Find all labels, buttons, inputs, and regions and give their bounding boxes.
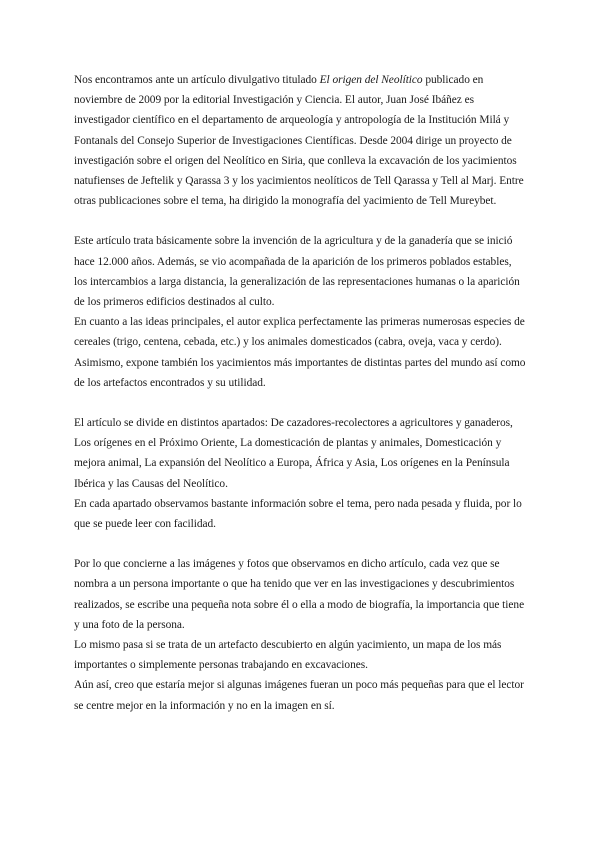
- paragraph-images: Por lo que concierne a las imágenes y fotos que observamos en dicho artículo, cada vez que se nombra a un persona importante o que ha tenido que ver en las investigaciones y descubrimientos realizados, se escribe una pequeña nota sobre él o ella a modo de biografía, la importancia que tiene y una foto de la persona.: [74, 558, 525, 631]
- paragraph-gap: [74, 534, 526, 554]
- paragraph-gap: [74, 211, 526, 231]
- paragraph-intro: [74, 70, 526, 211]
- paragraph-readability: En cada apartado observamos bastante información sobre el tema, pero nada pesada y fluida, por lo que se puede leer con facilidad.: [74, 497, 522, 531]
- paragraph-opinion: Aún así, creo que estaría mejor si algunas imágenes fueran un poco más pequeñas para que el lector se centre mejor en la información y no en la imagen en sí.: [74, 679, 524, 712]
- document-body: [74, 70, 526, 716]
- paragraph-main-ideas: En cuanto a las ideas principales, el autor explica perfectamente las primeras numerosas especies de cereales (trigo, centena, cebada, etc.) y los animales domesticados (cabra, oveja, vaca y cerdo). Asimismo, expone también los yacimientos más importantes de distintas partes del mundo así como de los artefactos encontrados y su utilidad.: [74, 316, 526, 389]
- paragraph-sections: El artículo se divide en distintos apartados: De cazadores-recolectores a agricultores y ganaderos, Los orígenes en el Próximo Oriente, La domesticación de plantas y animales, Domesticación y mejora animal, La expansión del Neolítico a Europa, África y Asia, Los orígenes en la Península Ibérica y las Causas del Neolítico.: [74, 417, 513, 490]
- intro-text-end: publicado en noviembre de 2009 por la editorial Investigación y Ciencia. El autor, Juan José Ibáñez es investigador científico en el departamento de arqueología y antropología de la Institución Milá y Fontanals del Consejo Superior de Investigaciones Científicas. Desde 2004 dirige un proyecto de investigación sobre el origen del Neolítico en Siria, que conlleva la excavación de los yacimientos natufienses de Jeftelik y Qarassa 3 y los yacimientos neolíticos de Tell Qarassa y Tell al Marj. Entre otras publicaciones sobre el tema, ha dirigido la monografía del yacimiento de Tell Mureybet.: [74, 74, 524, 208]
- intro-text-start: Nos encontramos ante un artículo divulgativo titulado: [74, 74, 320, 86]
- article-title: El origen del Neolítico: [319, 74, 423, 86]
- paragraph-gap: [74, 393, 526, 413]
- paragraph-artifacts: Lo mismo pasa si se trata de un artefacto descubierto en algún yacimiento, un mapa de los más importantes o simplemente personas trabajando en excavaciones.: [74, 639, 502, 672]
- paragraph-summary: Este artículo trata básicamente sobre la invención de la agricultura y de la ganadería que se inició hace 12.000 años. Además, se vio acompañada de la aparición de los primeros poblados estables, los intercambios a larga distancia, la generalización de las representaciones humanas o la aparición de los primeros edificios destinados al culto.: [74, 235, 520, 309]
